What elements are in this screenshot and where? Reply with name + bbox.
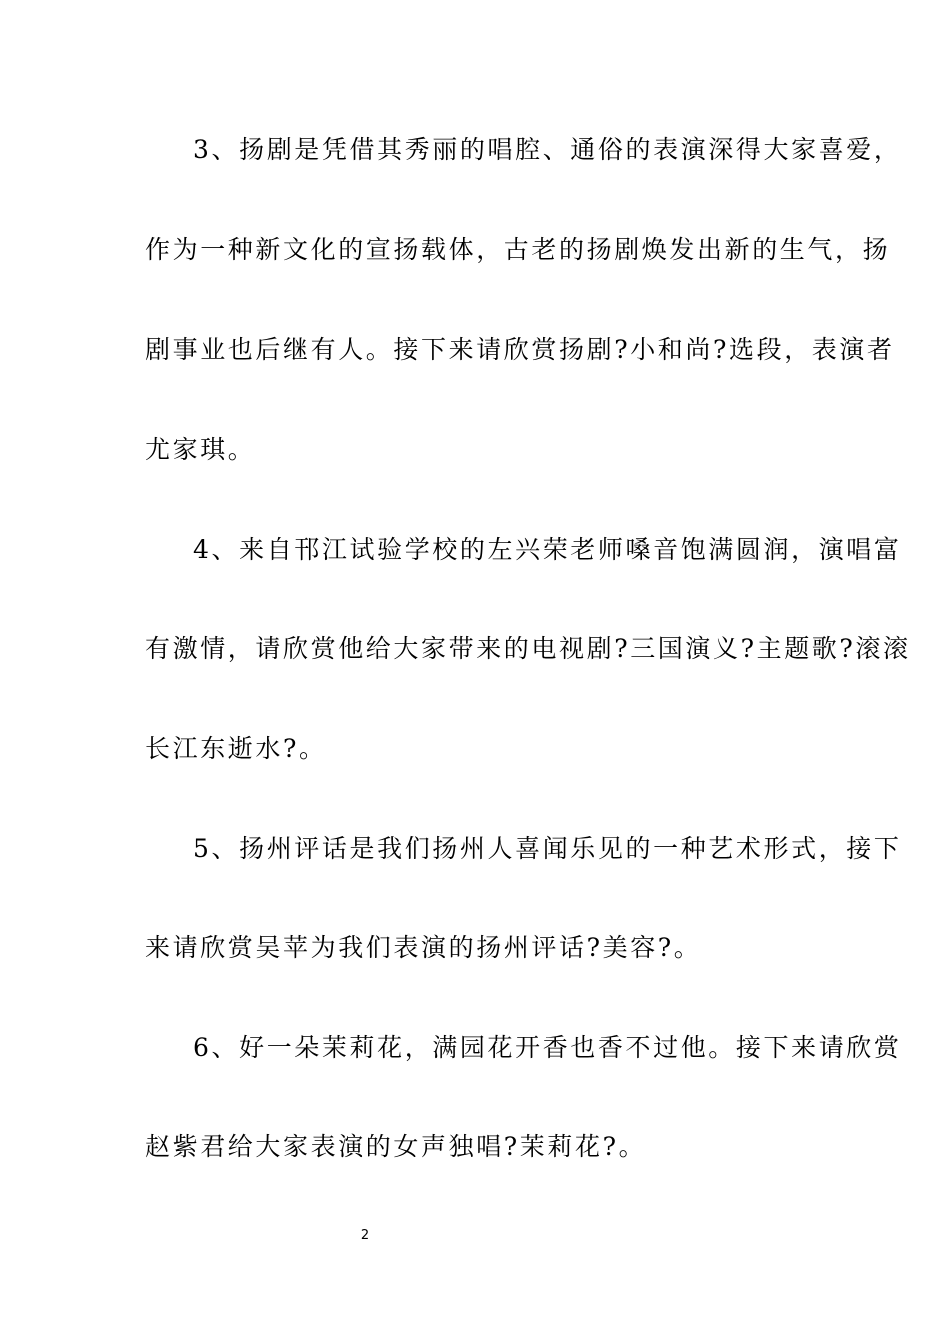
paragraph-3-line-4: 尤家琪。	[145, 435, 256, 464]
paragraph-3-line-2: 作为一种新文化的宣扬载体，古老的扬剧焕发出新的生气，扬	[145, 235, 891, 264]
page-number: 2	[360, 1228, 370, 1243]
paragraph-3-line-1: 3、扬剧是凭借其秀丽的唱腔、通俗的表演深得大家喜爱，	[193, 135, 902, 164]
paragraph-5-line-2: 来请欣赏吴苹为我们表演的扬州评话?美容?。	[145, 933, 702, 962]
paragraph-3-line-3: 剧事业也后继有人。接下来请欣赏扬剧?小和尚?选段，表演者	[145, 335, 895, 364]
paragraph-6-line-1: 6、好一朵茉莉花，满园花开香也香不过他。接下来请欣赏	[193, 1033, 902, 1062]
paragraph-5-line-1: 5、扬州评话是我们扬州人喜闻乐见的一种艺术形式，接下	[193, 834, 902, 863]
paragraph-4-line-1: 4、来自邗江试验学校的左兴荣老师嗓音饱满圆润，演唱富	[193, 535, 902, 564]
paragraph-4-line-2: 有激情，请欣赏他给大家带来的电视剧?三国演义?主题歌?滚滚	[145, 634, 911, 663]
paragraph-4-line-3: 长江东逝水?。	[145, 734, 327, 763]
paragraph-6-line-2: 赵紫君给大家表演的女声独唱?茉莉花?。	[145, 1132, 647, 1161]
